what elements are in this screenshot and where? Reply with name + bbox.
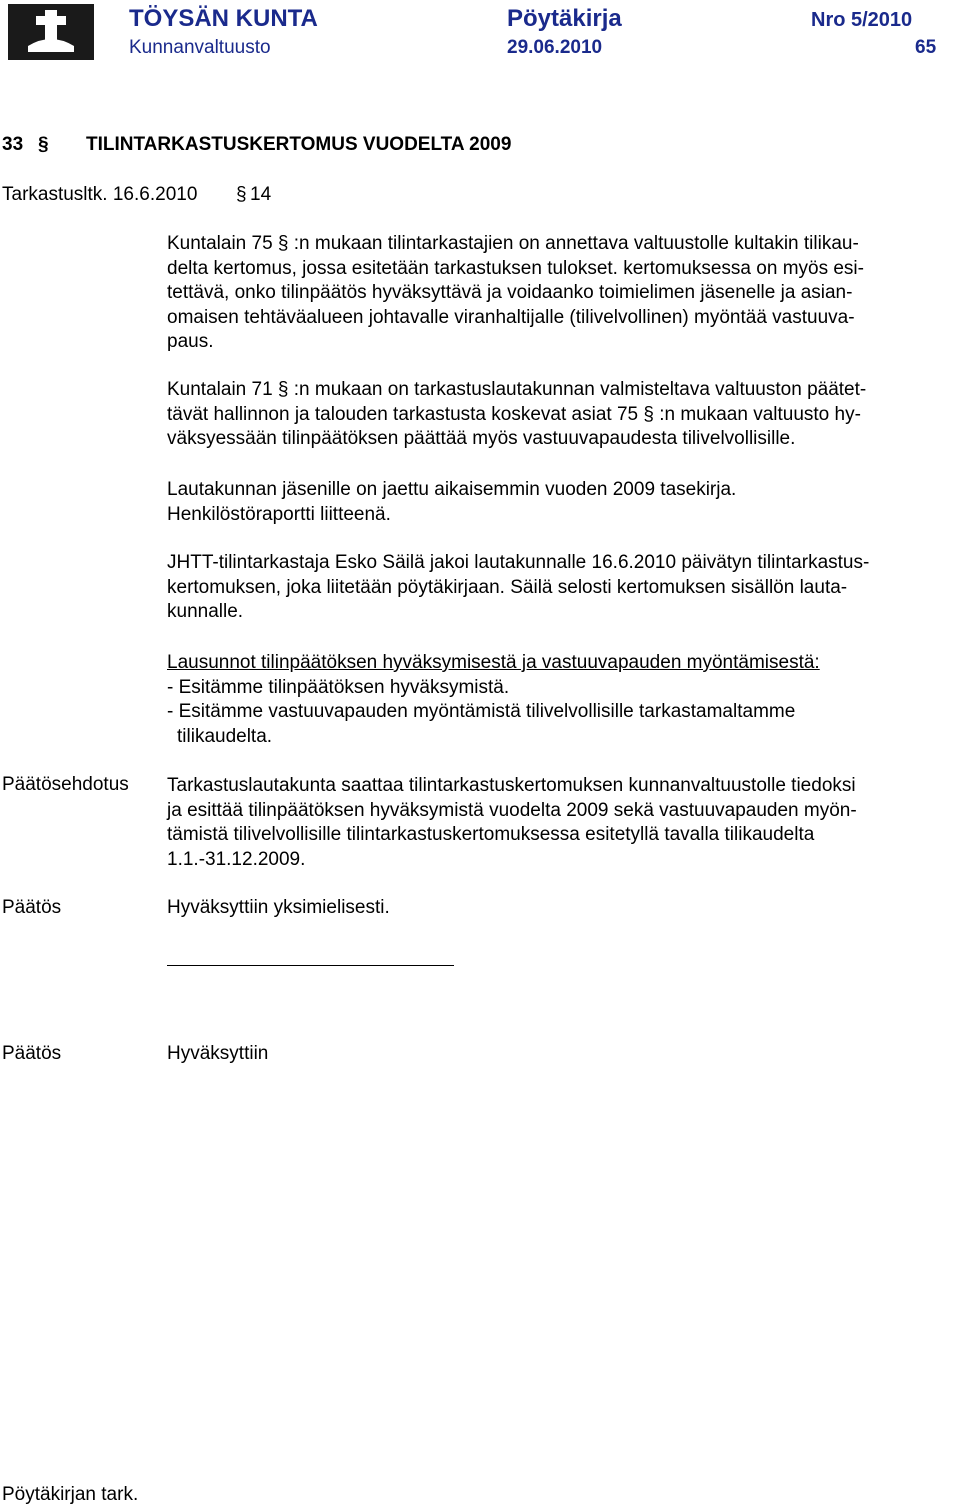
paragraph-4 (167, 551, 942, 625)
final-decision-label: Päätös (2, 1043, 62, 1064)
final-decision-text: Hyväksyttiin (167, 1043, 269, 1064)
paragraph-line: väksyessään tilinpäätöksen päättää myös vastuuvapaudesta tilivelvollisille. (167, 428, 796, 449)
proposal-line: ja esittää tilinpäätöksen hyväksymistä vuodelta 2009 sekä vastuuvapauden myön- (167, 799, 857, 821)
statement-item: - Esitämme vastuuvapauden myöntämistä tilivelvollisille tarkastamaltamme (167, 701, 796, 722)
reference-number: 14 (250, 184, 272, 205)
statements-block (167, 651, 942, 749)
paragraph-line: paus. (167, 331, 214, 352)
paragraph-line: omaisen tehtäväalueen johtavalle viranhaltijalle (tilivelvollinen) myöntää vastuuva- (167, 306, 855, 328)
document-number: Nro 5/2010 (811, 9, 913, 31)
paragraph-line: Lautakunnan jäsenille on jaettu aikaisemmin vuoden 2009 tasekirja. (167, 479, 737, 500)
paragraph-line: JHTT-tilintarkastaja Esko Säilä jakoi lautakunnalle 16.6.2010 päivätyn tilintarkastus- (167, 552, 870, 573)
reference-text: Tarkastusltk. 16.6.2010 (2, 184, 198, 205)
section-title: TILINTARKASTUSKERTOMUS VUODELTA 2009 (86, 134, 512, 155)
proposal-line: 1.1.-31.12.2009. (167, 848, 306, 870)
paragraph-line: Kuntalain 71 § :n mukaan on tarkastuslautakunnan valmisteltava valtuuston päätet- (167, 379, 867, 400)
paragraph-line: tettävä, onko tilinpäätös hyväksyttävä ja voidaanko toimielimen jäsenelle ja asian- (167, 282, 853, 303)
paragraph-line: Kuntalain 75 § :n mukaan tilintarkastajien on annettava valtuustolle kultakin tilikau- (167, 233, 859, 254)
proposal-label: Päätösehdotus (2, 774, 129, 795)
section-symbol: § (38, 134, 49, 155)
proposal-line: tämistä tilivelvollisille tilintarkastuskertomuksessa esitetyllä tavalla tilikaudelta (167, 824, 815, 845)
page-number: 65 (915, 37, 937, 58)
paragraph-line: delta kertomus, jossa esitetään tarkastuksen tulokset. kertomuksessa on myös esi- (167, 257, 864, 279)
municipality-name: TÖYSÄN KUNTA (129, 5, 318, 32)
paragraph-line: tävät hallinnon ja talouden tarkastusta koskevat asiat 75 § :n mukaan valtuusto hy- (167, 403, 861, 425)
proposal-text (167, 774, 942, 872)
decision-text: Hyväksyttiin yksimielisesti. (167, 897, 390, 918)
meeting-body: Kunnanvaltuusto (129, 37, 271, 58)
paragraph-line: kunnalle. (167, 601, 244, 622)
paragraph-line: kertomuksen, joka liitetään pöytäkirjaan. Säilä selosti kertomuksen sisällön lauta- (167, 576, 848, 598)
divider-line (167, 965, 454, 966)
municipal-crest-icon (6, 2, 96, 62)
statement-item: - Esitämme tilinpäätöksen hyväksymistä. (167, 676, 510, 698)
footer-reviewer-label: Pöytäkirjan tark. (2, 1484, 139, 1505)
section-number: 33 (2, 134, 24, 155)
statement-item: tilikaudelta. (177, 725, 273, 747)
decision-label: Päätös (2, 897, 62, 918)
paragraph-2 (167, 378, 942, 452)
paragraph-1 (167, 232, 942, 355)
reference-symbol: § (236, 184, 247, 205)
statements-heading: Lausunnot tilinpäätöksen hyväksymisestä ja vastuuvapauden myöntämisestä: (167, 652, 820, 673)
paragraph-3 (167, 478, 942, 527)
meeting-date: 29.06.2010 (507, 37, 603, 58)
proposal-line: Tarkastuslautakunta saattaa tilintarkastuskertomuksen kunnanvaltuustolle tiedoksi (167, 775, 856, 796)
document-type: Pöytäkirja (507, 5, 622, 32)
paragraph-line: Henkilöstöraportti liitteenä. (167, 503, 391, 525)
